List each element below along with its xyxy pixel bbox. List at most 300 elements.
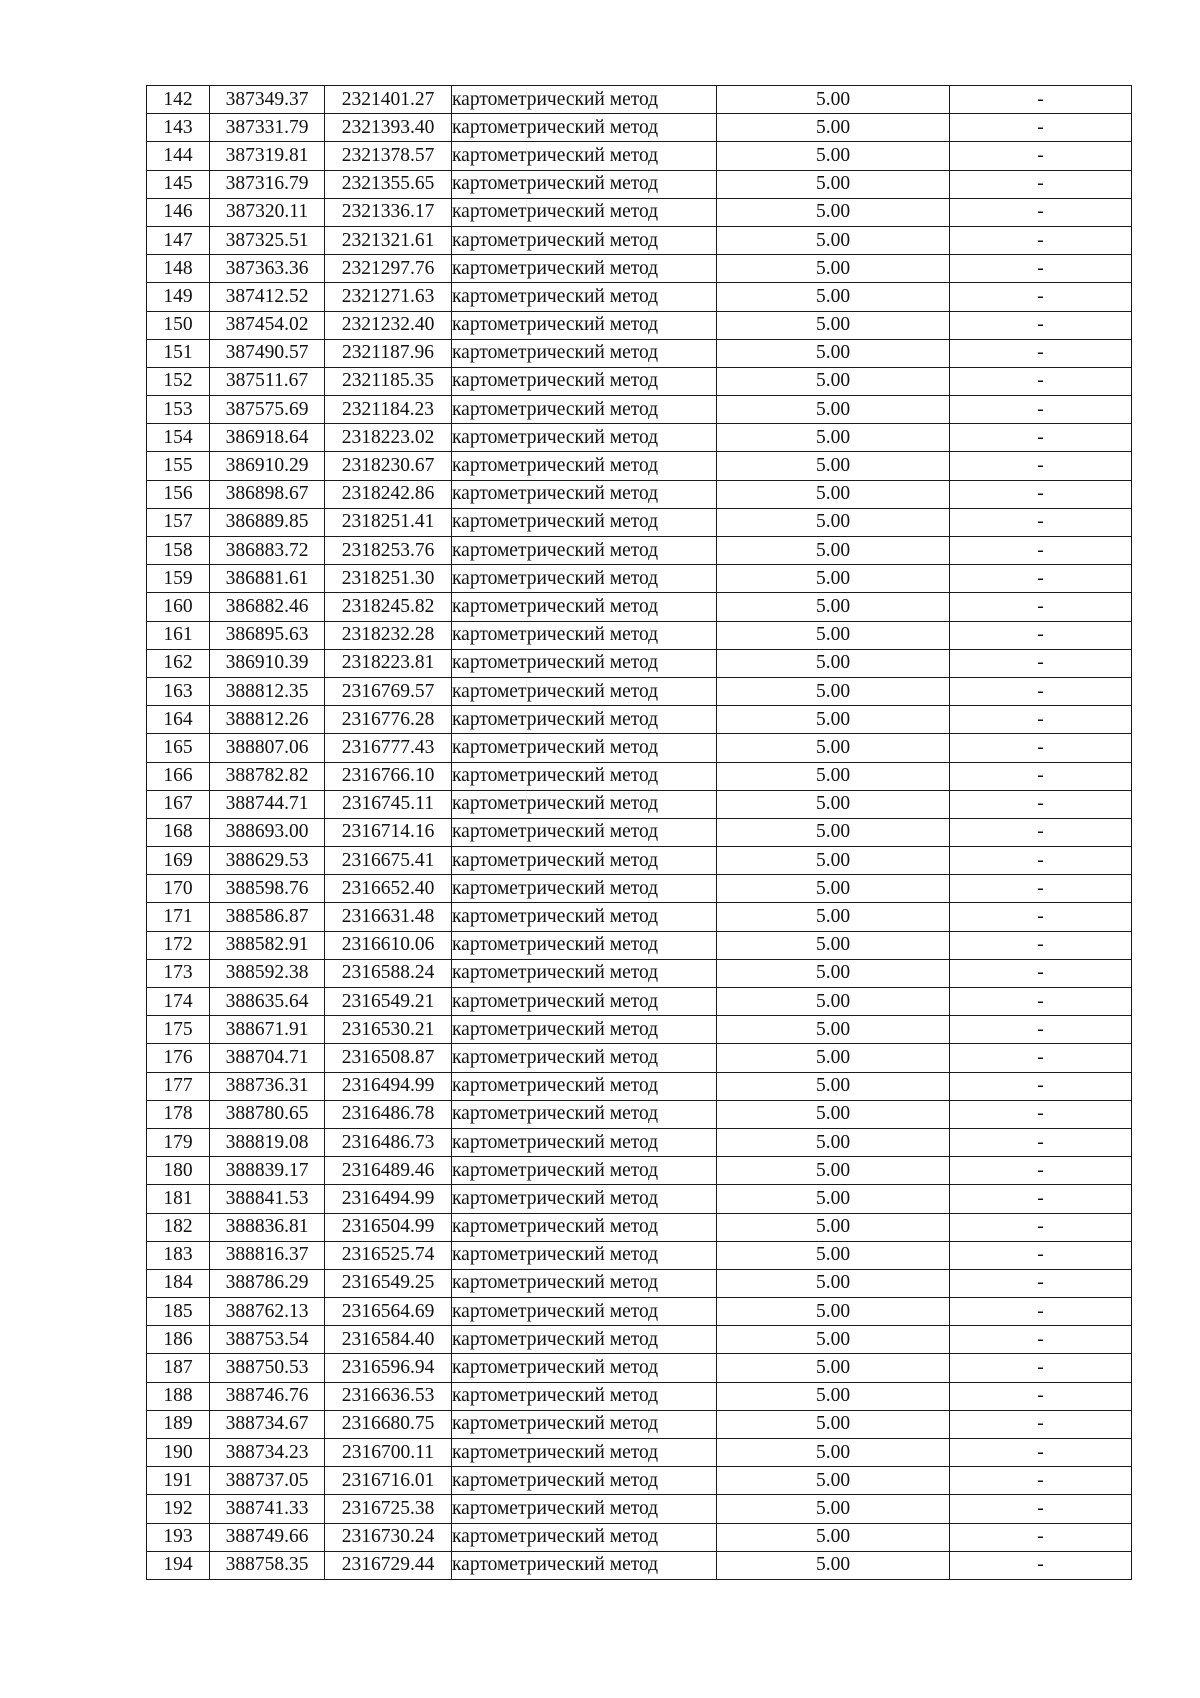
table-row [147,1044,1132,1072]
y-coordinate-cell: 2316700.11 [325,1439,452,1467]
table-row [147,790,1132,818]
method-cell: картометрический метод [452,367,717,395]
point-number-cell: 192 [147,1495,210,1523]
point-number-cell: 176 [147,1044,210,1072]
x-coordinate-cell: 388671.91 [210,1016,325,1044]
y-coordinate-cell: 2318230.67 [325,452,452,480]
accuracy-cell: 5.00 [717,452,950,480]
note-cell: - [950,1523,1132,1551]
method-cell: картометрический метод [452,762,717,790]
method-cell: картометрический метод [452,1298,717,1326]
y-coordinate-cell: 2321184.23 [325,396,452,424]
x-coordinate-cell: 388836.81 [210,1213,325,1241]
y-coordinate-cell: 2316486.78 [325,1100,452,1128]
note-cell: - [950,508,1132,536]
y-coordinate-cell: 2318251.30 [325,565,452,593]
note-cell: - [950,790,1132,818]
table-row [147,649,1132,677]
note-cell: - [950,1213,1132,1241]
accuracy-cell: 5.00 [717,931,950,959]
point-number-cell: 150 [147,311,210,339]
accuracy-cell: 5.00 [717,790,950,818]
point-number-cell: 193 [147,1523,210,1551]
y-coordinate-cell: 2316494.99 [325,1185,452,1213]
x-coordinate-cell: 388734.67 [210,1410,325,1438]
note-cell: - [950,255,1132,283]
x-coordinate-cell: 388737.05 [210,1467,325,1495]
point-number-cell: 168 [147,818,210,846]
method-cell: картометрический метод [452,1072,717,1100]
accuracy-cell: 5.00 [717,1241,950,1269]
note-cell: - [950,142,1132,170]
method-cell: картометрический метод [452,931,717,959]
x-coordinate-cell: 386882.46 [210,593,325,621]
y-coordinate-cell: 2316489.46 [325,1157,452,1185]
method-cell: картометрический метод [452,959,717,987]
y-coordinate-cell: 2321355.65 [325,170,452,198]
point-number-cell: 162 [147,649,210,677]
point-number-cell: 165 [147,734,210,762]
note-cell: - [950,86,1132,114]
y-coordinate-cell: 2316776.28 [325,706,452,734]
point-number-cell: 187 [147,1354,210,1382]
note-cell: - [950,480,1132,508]
table-row [147,255,1132,283]
accuracy-cell: 5.00 [717,1439,950,1467]
point-number-cell: 144 [147,142,210,170]
y-coordinate-cell: 2318232.28 [325,621,452,649]
y-coordinate-cell: 2316745.11 [325,790,452,818]
method-cell: картометрический метод [452,593,717,621]
method-cell: картометрический метод [452,1326,717,1354]
method-cell: картометрический метод [452,1241,717,1269]
method-cell: картометрический метод [452,621,717,649]
accuracy-cell: 5.00 [717,818,950,846]
table-row [147,1467,1132,1495]
method-cell: картометрический метод [452,734,717,762]
y-coordinate-cell: 2321393.40 [325,114,452,142]
accuracy-cell: 5.00 [717,1382,950,1410]
table-row [147,311,1132,339]
table-row [147,903,1132,931]
x-coordinate-cell: 388704.71 [210,1044,325,1072]
table-row [147,565,1132,593]
accuracy-cell: 5.00 [717,959,950,987]
coordinates-table [146,85,1132,1580]
x-coordinate-cell: 388736.31 [210,1072,325,1100]
point-number-cell: 151 [147,339,210,367]
table-row [147,1100,1132,1128]
y-coordinate-cell: 2321321.61 [325,226,452,254]
x-coordinate-cell: 388762.13 [210,1298,325,1326]
point-number-cell: 152 [147,367,210,395]
y-coordinate-cell: 2316486.73 [325,1128,452,1156]
x-coordinate-cell: 387316.79 [210,170,325,198]
accuracy-cell: 5.00 [717,1072,950,1100]
point-number-cell: 155 [147,452,210,480]
note-cell: - [950,1185,1132,1213]
table-row [147,1439,1132,1467]
accuracy-cell: 5.00 [717,903,950,931]
y-coordinate-cell: 2321271.63 [325,283,452,311]
note-cell: - [950,537,1132,565]
table-row [147,1269,1132,1297]
x-coordinate-cell: 388807.06 [210,734,325,762]
y-coordinate-cell: 2316525.74 [325,1241,452,1269]
point-number-cell: 175 [147,1016,210,1044]
y-coordinate-cell: 2321336.17 [325,198,452,226]
method-cell: картометрический метод [452,706,717,734]
x-coordinate-cell: 387454.02 [210,311,325,339]
x-coordinate-cell: 388749.66 [210,1523,325,1551]
table-row [147,762,1132,790]
y-coordinate-cell: 2316729.44 [325,1551,452,1579]
x-coordinate-cell: 388812.35 [210,677,325,705]
point-number-cell: 157 [147,508,210,536]
accuracy-cell: 5.00 [717,1016,950,1044]
method-cell: картометрический метод [452,1128,717,1156]
table-row [147,818,1132,846]
method-cell: картометрический метод [452,1382,717,1410]
table-row [147,537,1132,565]
table-row [147,226,1132,254]
accuracy-cell: 5.00 [717,198,950,226]
accuracy-cell: 5.00 [717,593,950,621]
note-cell: - [950,621,1132,649]
x-coordinate-cell: 387575.69 [210,396,325,424]
note-cell: - [950,114,1132,142]
table-row [147,1382,1132,1410]
x-coordinate-cell: 387349.37 [210,86,325,114]
method-cell: картометрический метод [452,508,717,536]
x-coordinate-cell: 388819.08 [210,1128,325,1156]
table-row [147,114,1132,142]
note-cell: - [950,339,1132,367]
x-coordinate-cell: 388841.53 [210,1185,325,1213]
note-cell: - [950,1382,1132,1410]
note-cell: - [950,1439,1132,1467]
note-cell: - [950,1410,1132,1438]
y-coordinate-cell: 2316596.94 [325,1354,452,1382]
y-coordinate-cell: 2321232.40 [325,311,452,339]
table-row [147,1213,1132,1241]
x-coordinate-cell: 386889.85 [210,508,325,536]
method-cell: картометрический метод [452,903,717,931]
method-cell: картометрический метод [452,818,717,846]
x-coordinate-cell: 388741.33 [210,1495,325,1523]
point-number-cell: 174 [147,988,210,1016]
x-coordinate-cell: 386910.39 [210,649,325,677]
x-coordinate-cell: 388592.38 [210,959,325,987]
point-number-cell: 179 [147,1128,210,1156]
note-cell: - [950,593,1132,621]
accuracy-cell: 5.00 [717,226,950,254]
point-number-cell: 191 [147,1467,210,1495]
table-row [147,1016,1132,1044]
x-coordinate-cell: 388629.53 [210,847,325,875]
y-coordinate-cell: 2316494.99 [325,1072,452,1100]
point-number-cell: 171 [147,903,210,931]
point-number-cell: 180 [147,1157,210,1185]
point-number-cell: 143 [147,114,210,142]
y-coordinate-cell: 2316564.69 [325,1298,452,1326]
method-cell: картометрический метод [452,875,717,903]
note-cell: - [950,1016,1132,1044]
method-cell: картометрический метод [452,1269,717,1297]
table-row [147,959,1132,987]
point-number-cell: 166 [147,762,210,790]
y-coordinate-cell: 2316716.01 [325,1467,452,1495]
y-coordinate-cell: 2316652.40 [325,875,452,903]
point-number-cell: 188 [147,1382,210,1410]
note-cell: - [950,1128,1132,1156]
accuracy-cell: 5.00 [717,508,950,536]
note-cell: - [950,452,1132,480]
point-number-cell: 170 [147,875,210,903]
y-coordinate-cell: 2316610.06 [325,931,452,959]
note-cell: - [950,931,1132,959]
y-coordinate-cell: 2318253.76 [325,537,452,565]
table-row [147,480,1132,508]
point-number-cell: 185 [147,1298,210,1326]
x-coordinate-cell: 387325.51 [210,226,325,254]
method-cell: картометрический метод [452,1157,717,1185]
method-cell: картометрический метод [452,649,717,677]
accuracy-cell: 5.00 [717,1326,950,1354]
accuracy-cell: 5.00 [717,762,950,790]
method-cell: картометрический метод [452,790,717,818]
y-coordinate-cell: 2316508.87 [325,1044,452,1072]
accuracy-cell: 5.00 [717,621,950,649]
table-row [147,508,1132,536]
table-row [147,931,1132,959]
point-number-cell: 167 [147,790,210,818]
x-coordinate-cell: 388758.35 [210,1551,325,1579]
method-cell: картометрический метод [452,1016,717,1044]
method-cell: картометрический метод [452,86,717,114]
table-row [147,1551,1132,1579]
point-number-cell: 164 [147,706,210,734]
x-coordinate-cell: 387320.11 [210,198,325,226]
method-cell: картометрический метод [452,170,717,198]
note-cell: - [950,1326,1132,1354]
accuracy-cell: 5.00 [717,1495,950,1523]
accuracy-cell: 5.00 [717,142,950,170]
table-row [147,1354,1132,1382]
method-cell: картометрический метод [452,283,717,311]
point-number-cell: 189 [147,1410,210,1438]
method-cell: картометрический метод [452,1467,717,1495]
method-cell: картометрический метод [452,1100,717,1128]
accuracy-cell: 5.00 [717,1213,950,1241]
note-cell: - [950,283,1132,311]
method-cell: картометрический метод [452,480,717,508]
y-coordinate-cell: 2321185.35 [325,367,452,395]
accuracy-cell: 5.00 [717,537,950,565]
accuracy-cell: 5.00 [717,1354,950,1382]
table-row [147,677,1132,705]
method-cell: картометрический метод [452,1439,717,1467]
table-row [147,142,1132,170]
y-coordinate-cell: 2316769.57 [325,677,452,705]
method-cell: картометрический метод [452,142,717,170]
point-number-cell: 160 [147,593,210,621]
x-coordinate-cell: 387331.79 [210,114,325,142]
accuracy-cell: 5.00 [717,988,950,1016]
table-row [147,339,1132,367]
x-coordinate-cell: 388734.23 [210,1439,325,1467]
y-coordinate-cell: 2321401.27 [325,86,452,114]
x-coordinate-cell: 386883.72 [210,537,325,565]
table-row [147,1128,1132,1156]
method-cell: картометрический метод [452,1354,717,1382]
point-number-cell: 145 [147,170,210,198]
table-row [147,1157,1132,1185]
x-coordinate-cell: 387363.36 [210,255,325,283]
accuracy-cell: 5.00 [717,170,950,198]
note-cell: - [950,875,1132,903]
note-cell: - [950,734,1132,762]
accuracy-cell: 5.00 [717,565,950,593]
table-row [147,424,1132,452]
accuracy-cell: 5.00 [717,1128,950,1156]
note-cell: - [950,1157,1132,1185]
accuracy-cell: 5.00 [717,255,950,283]
x-coordinate-cell: 388635.64 [210,988,325,1016]
y-coordinate-cell: 2316714.16 [325,818,452,846]
x-coordinate-cell: 388746.76 [210,1382,325,1410]
point-number-cell: 153 [147,396,210,424]
accuracy-cell: 5.00 [717,1157,950,1185]
x-coordinate-cell: 387511.67 [210,367,325,395]
note-cell: - [950,649,1132,677]
method-cell: картометрический метод [452,988,717,1016]
method-cell: картометрический метод [452,198,717,226]
y-coordinate-cell: 2316504.99 [325,1213,452,1241]
note-cell: - [950,1241,1132,1269]
y-coordinate-cell: 2316584.40 [325,1326,452,1354]
coordinates-table-body [147,86,1132,1580]
point-number-cell: 172 [147,931,210,959]
method-cell: картометрический метод [452,424,717,452]
point-number-cell: 147 [147,226,210,254]
method-cell: картометрический метод [452,1044,717,1072]
method-cell: картометрический метод [452,847,717,875]
note-cell: - [950,1467,1132,1495]
table-row [147,1326,1132,1354]
point-number-cell: 159 [147,565,210,593]
y-coordinate-cell: 2318251.41 [325,508,452,536]
y-coordinate-cell: 2316725.38 [325,1495,452,1523]
note-cell: - [950,988,1132,1016]
accuracy-cell: 5.00 [717,1467,950,1495]
x-coordinate-cell: 387412.52 [210,283,325,311]
accuracy-cell: 5.00 [717,734,950,762]
y-coordinate-cell: 2316730.24 [325,1523,452,1551]
point-number-cell: 190 [147,1439,210,1467]
method-cell: картометрический метод [452,1551,717,1579]
table-row [147,367,1132,395]
note-cell: - [950,1269,1132,1297]
point-number-cell: 148 [147,255,210,283]
y-coordinate-cell: 2318242.86 [325,480,452,508]
accuracy-cell: 5.00 [717,677,950,705]
y-coordinate-cell: 2316680.75 [325,1410,452,1438]
method-cell: картометрический метод [452,1213,717,1241]
accuracy-cell: 5.00 [717,396,950,424]
method-cell: картометрический метод [452,565,717,593]
method-cell: картометрический метод [452,452,717,480]
point-number-cell: 194 [147,1551,210,1579]
note-cell: - [950,1551,1132,1579]
accuracy-cell: 5.00 [717,1523,950,1551]
note-cell: - [950,311,1132,339]
point-number-cell: 142 [147,86,210,114]
table-row [147,1298,1132,1326]
note-cell: - [950,396,1132,424]
y-coordinate-cell: 2316766.10 [325,762,452,790]
accuracy-cell: 5.00 [717,1269,950,1297]
accuracy-cell: 5.00 [717,706,950,734]
table-row [147,1241,1132,1269]
method-cell: картометрический метод [452,537,717,565]
note-cell: - [950,818,1132,846]
y-coordinate-cell: 2321187.96 [325,339,452,367]
x-coordinate-cell: 388780.65 [210,1100,325,1128]
point-number-cell: 154 [147,424,210,452]
method-cell: картометрический метод [452,396,717,424]
table-row [147,734,1132,762]
method-cell: картометрический метод [452,1410,717,1438]
table-row [147,847,1132,875]
table-row [147,198,1132,226]
method-cell: картометрический метод [452,255,717,283]
point-number-cell: 169 [147,847,210,875]
note-cell: - [950,198,1132,226]
accuracy-cell: 5.00 [717,367,950,395]
y-coordinate-cell: 2321378.57 [325,142,452,170]
x-coordinate-cell: 388812.26 [210,706,325,734]
method-cell: картометрический метод [452,1185,717,1213]
point-number-cell: 158 [147,537,210,565]
note-cell: - [950,762,1132,790]
x-coordinate-cell: 388586.87 [210,903,325,931]
x-coordinate-cell: 388786.29 [210,1269,325,1297]
x-coordinate-cell: 388693.00 [210,818,325,846]
point-number-cell: 161 [147,621,210,649]
accuracy-cell: 5.00 [717,114,950,142]
accuracy-cell: 5.00 [717,339,950,367]
table-row [147,452,1132,480]
table-row [147,1410,1132,1438]
point-number-cell: 177 [147,1072,210,1100]
accuracy-cell: 5.00 [717,86,950,114]
table-row [147,621,1132,649]
y-coordinate-cell: 2318223.02 [325,424,452,452]
accuracy-cell: 5.00 [717,283,950,311]
x-coordinate-cell: 386881.61 [210,565,325,593]
note-cell: - [950,1044,1132,1072]
point-number-cell: 173 [147,959,210,987]
y-coordinate-cell: 2316777.43 [325,734,452,762]
point-number-cell: 183 [147,1241,210,1269]
note-cell: - [950,565,1132,593]
note-cell: - [950,1072,1132,1100]
point-number-cell: 163 [147,677,210,705]
note-cell: - [950,1298,1132,1326]
x-coordinate-cell: 388753.54 [210,1326,325,1354]
x-coordinate-cell: 386898.67 [210,480,325,508]
